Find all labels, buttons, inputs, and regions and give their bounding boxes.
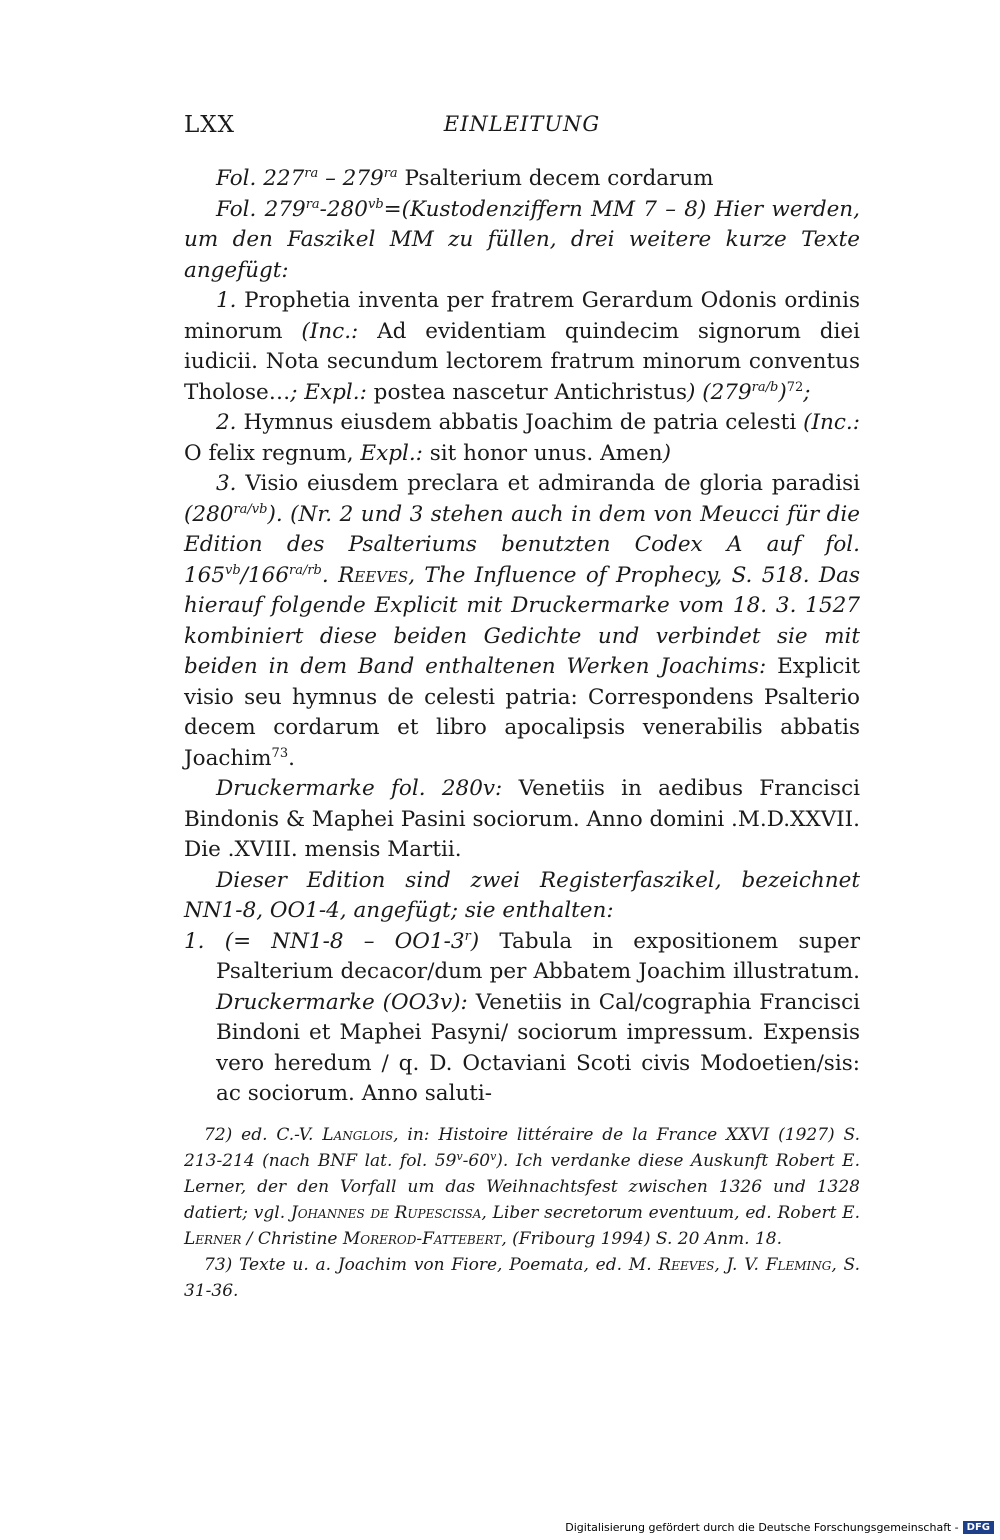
paragraph-item-1: 1. Prophetia inventa per fratrem Gerardum Odonis ordinis minorum (Inc.: Ad evidentiam quindecim signorum diei iudicii. Nota secundum lectorem fratrum minorum conventus Tholose…; Expl.: postea nascetur Antichristus) $(279^{ra/b})^{72}$; (184, 288, 860, 405)
paragraph-fol-279: Fol. $279^{ra}-280^{vb}=(Kustodenziffern$ MM 7 – 8) Hier werden, um den Faszikel MM zu füllen, drei weitere kurze Texte angefügt: (184, 196, 860, 283)
dfg-credit-text: Digitalisierung gefördert durch die Deutsche Forschungsgemeinschaft - (565, 1521, 959, 1534)
paragraph-item-3: 3. Visio eiusdem preclara et admiranda de gloria paradisi $(280^{ra/vb})$. (Nr. 2 und 3 stehen auch in dem von Meucci für die Edition des Psalteriums benutzten Codex A auf fol. $165^{vb}/166^{ra/rb}$. Reeves, The Influence of Prophecy, S. 518. Das hierauf folgende Explicit mit Druckermarke vom 18. 3. 1527 kombiniert diese beiden Gedichte und verbindet sie mit beiden in dem Band enthaltenen Werken Joachims: Explicit visio seu hymnus de celesti patria: Correspondens Psalterio decem cordarum et libro apocalipsis venerabilis abbatis Joachim$^{73}$. (184, 471, 860, 771)
paragraph-druckermarke: Druckermarke fol. 280v: Venetiis in aedibus Francisci Bindonis & Maphei Pasini sociorum. Anno domini .M.D.XXVII. Die .XVIII. mensis Martii. (184, 776, 861, 862)
paragraph-fol-227: Fol. $227^{ra} - 279^{ra}$ Psalterium decem cordarum (216, 166, 714, 191)
list-item-1: 1. (= NN1-8 – OO1-3$^r$) Tabula in expositionem super Psalterium decacor/dum per Abbatem Joachim illustratum. Druckermarke (OO3v): Venetiis in Cal/cographia Francisci Bindoni et Maphei Pasyni/ sociorum impressum. Expensis vero heredum / q. D. Octaviani Scoti civis Modoetien/sis: ac sociorum. Anno saluti- (184, 928, 860, 1106)
footnote-72: 72) ed. C.-V. Langlois, in: Histoire littéraire de la France XXVI (1927) S. 213-214 (nach BNF lat. fol. 59$^v$-60$^v$). Ich verdanke diese Auskunft Robert E. Lerner, der den Vorfall um das Weihnachtsfest zwischen 1326 und 1328 datiert; vgl. Johannes de Rupescissa, Liber secretorum eventuum, ed. Robert E. Lerner / Christine Morerod-Fattebert, (Fribourg 1994) S. 20 Anm. 18. (184, 1125, 860, 1249)
footnote-ref-73[interactable]: 73 (271, 745, 289, 761)
paragraph-registerfaszikel: Dieser Edition sind zwei Registerfaszikel, bezeichnet NN1-8, OO1-4, angefügt; sie enthalten: (184, 867, 860, 923)
dfg-credit (565, 1521, 994, 1534)
page-number: LXX (184, 112, 236, 138)
body-text (184, 164, 860, 1110)
dfg-logo: DFG (963, 1521, 994, 1534)
paragraph-item-2: 2. Hymnus eiusdem abbatis Joachim de patria celesti (Inc.: O felix regnum, Expl.: sit honor unus. Amen) (184, 410, 860, 466)
running-head (184, 112, 860, 146)
footnote-ref-72[interactable]: 72 (786, 379, 804, 395)
running-title: EINLEITUNG (443, 112, 601, 136)
footnote-73: 73) Texte u. a. Joachim von Fiore, Poemata, ed. M. Reeves, J. V. Fleming, S. 31-36. (184, 1255, 860, 1301)
footnotes (184, 1122, 860, 1304)
